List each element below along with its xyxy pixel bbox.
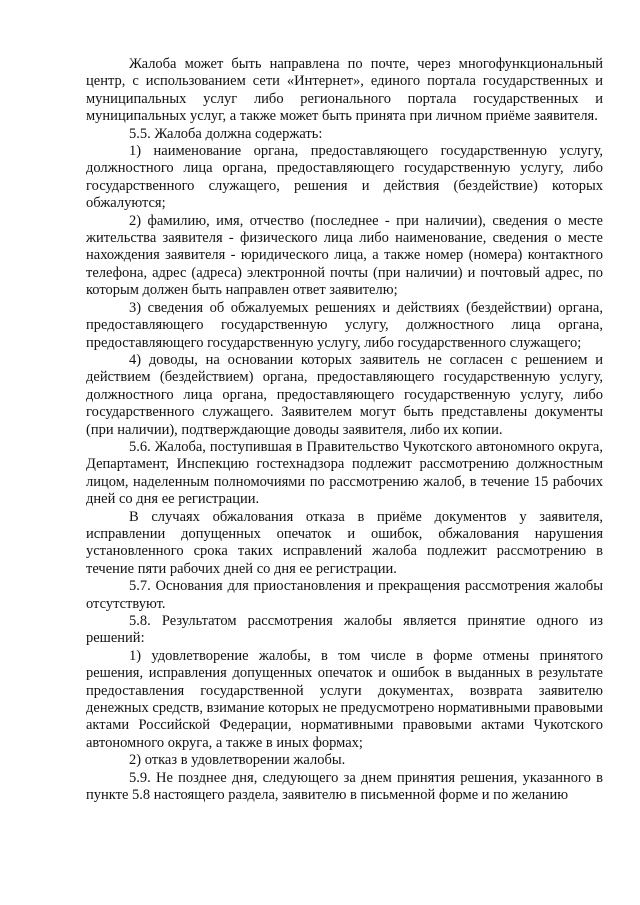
paragraph-5-5-heading: 5.5. Жалоба должна содержать:: [129, 125, 323, 142]
paragraph-5-8-item-2: 2) отказ в удовлетворении жалобы.: [129, 752, 346, 769]
paragraph-5-5-item-3: 3) сведения об обжалуемых решениях и действиях (бездействии) органа, предоставляющего государственную услугу, должностного лица органа, предоставляющего государственную услугу, либо государственного служащего;: [86, 299, 603, 351]
paragraph-5-6-refusal-cases: В случаях обжалования отказа в приёме документов у заявителя, исправлении допущенных опечаток и ошибок, обжалования нарушения установленного срока таких исправлений жалоба подлежит рассмотрению в течение пяти рабочих дней со дня ее регистрации.: [86, 508, 603, 577]
paragraph-5-8-item-1: 1) удовлетворение жалобы, в том числе в форме отмены принятого решения, исправления допущенных опечаток и ошибок в выданных в результате предоставления государственной услуги документах, возврата заявителю денежных средств, взимание которых не предусмотрено нормативными правовыми актами Российской Федерации, нормативными правовыми актами Чукотского автономного округа, а также в иных формах;: [86, 647, 603, 751]
paragraph-5-5-item-1: 1) наименование органа, предоставляющего государственную услугу, должностного лица органа, предоставляющего государственную услугу, либо государственного служащего, решения и действия (бездействие) которых обжалуются;: [86, 143, 603, 212]
paragraph-5-8: 5.8. Результатом рассмотрения жалобы является принятие одного из решений:: [86, 613, 603, 647]
paragraph-5-7: 5.7. Основания для приостановления и прекращения рассмотрения жалобы отсутствуют.: [86, 578, 603, 612]
paragraph-5-5-item-2: 2) фамилию, имя, отчество (последнее - при наличии), сведения о месте жительства заявителя - физического лица либо наименование, сведения о месте нахождения заявителя - юридического лица, а также номер (номера) контактного телефона, адрес (адреса) электронной почты (при наличии) и почтовый адрес, по которым должен быть направлен ответ заявителю;: [86, 212, 603, 299]
paragraph-5-9: 5.9. Не позднее дня, следующего за днем принятия решения, указанного в пункте 5.8 настоящего раздела, заявителю в письменной форме и по желанию: [86, 769, 603, 804]
paragraph-complaint-submission: Жалоба может быть направлена по почте, через многофункциональный центр, с использованием сети «Интернет», единого портала государственных и муниципальных услуг либо регионального портала государственных и муниципальных услуг, а также может быть принята при личном приёме заявителя.: [86, 56, 603, 125]
document-page: [86, 56, 603, 804]
paragraph-5-6: 5.6. Жалоба, поступившая в Правительство Чукотского автономного округа, Департамент, Инспекцию гостехнадзора подлежит рассмотрению должностным лицом, наделенным полномочиями по рассмотрению жалоб, в течение 15 рабочих дней со дня ее регистрации.: [86, 438, 603, 508]
paragraph-5-5-item-4: 4) доводы, на основании которых заявитель не согласен с решением и действием (бездействием) органа, предоставляющего государственную услугу, должностного лица органа, предоставляющего государственную услугу, либо государственного служащего. Заявителем могут быть представлены документы (при наличии), подтверждающие доводы заявителя, либо их копии.: [86, 351, 603, 438]
